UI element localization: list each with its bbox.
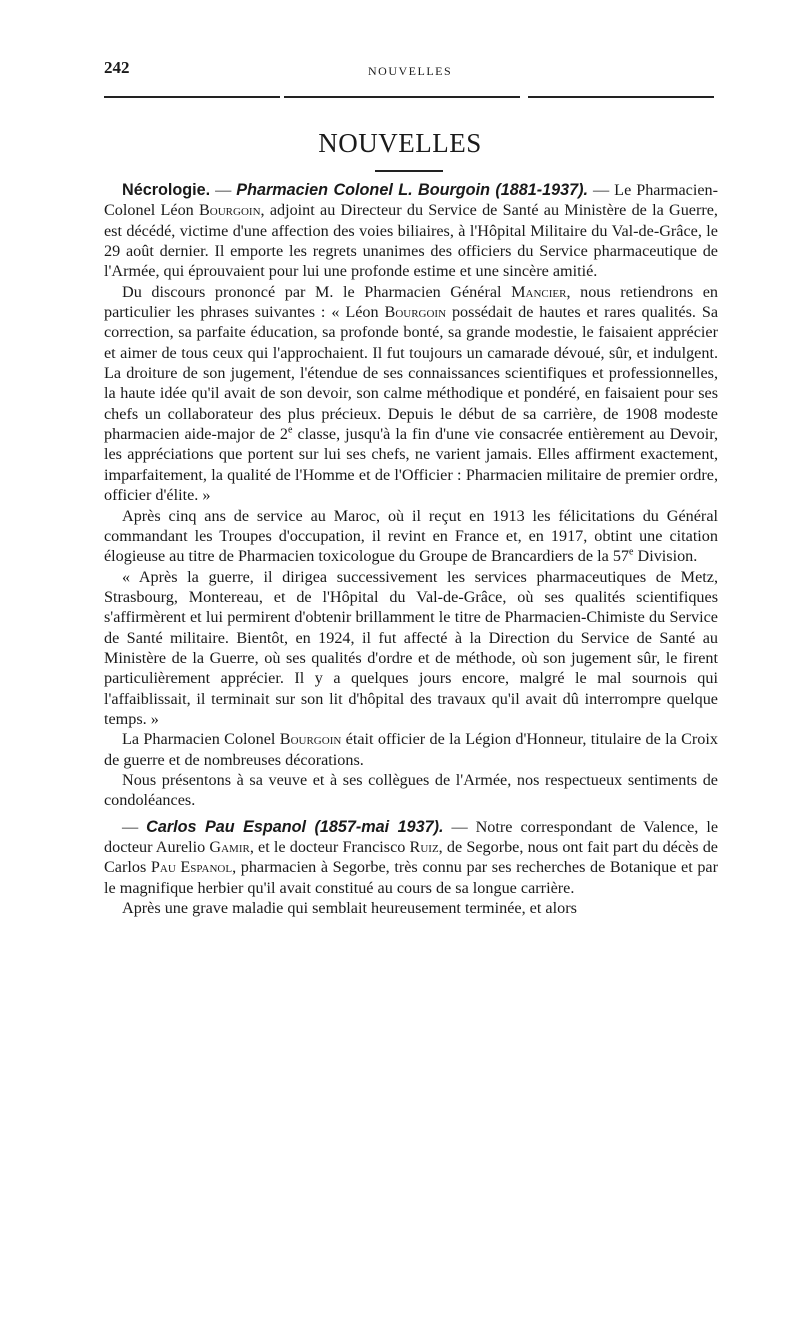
person-name: Bourgoin [384, 303, 447, 322]
paragraph-text: — Notre correspondant de Valence, le docteur Aurelio [104, 817, 719, 856]
paragraph-text: Division. [633, 547, 698, 566]
second-obituary-paragraph [104, 817, 718, 898]
speech-paragraph [104, 282, 718, 506]
condolences-paragraph: Nous présentons à sa veuve et à ses collègues de l'Armée, nos respectueux sentiments de condoléances. [104, 770, 718, 810]
header-rule [104, 96, 280, 98]
paragraph-text: , adjoint au Directeur du Service de Santé au Ministère de la Guerre, est décédé, victime d'une affection des voies biliaires, à l'Hôpital Militaire du Val-de-Grâce, le 29 août dernier. Il emporte les regrets unanimes des officiers du Service pharmaceutique de l'Armée, qui éprouvaient pour lui une profonde estime et une sincère amitié. [104, 201, 718, 281]
article-heading: Carlos Pau Espanol (1857-mai 1937). [146, 817, 444, 836]
paragraph-text: , de Segorbe, nous ont fait part du décès de Carlos [104, 838, 718, 877]
obituary-paragraph [104, 180, 718, 282]
rubric-label: Nécrologie. [122, 181, 211, 199]
page-number: 242 [104, 58, 130, 77]
article-heading: Pharmacien Colonel L. Bourgoin (1881-1937). [236, 181, 589, 199]
paragraph-text: possédait de hautes et rares qualités. Sa correction, sa parfaite éducation, sa profonde bonté, sa grande modestie, le faisaient apprécier et aimer de tous ceux qui l'approchaient. Il fut toujours un camarade dévoué, sûr, et indulgent. La droiture de son jugement, l'étendue de ses connaissances scientifiques et professionnelles, la haute idée qu'il avait de son devoir, son calme méthodique et pondéré, en faisaient pour ses chefs un collaborateur des plus précieux. Depuis le début de sa carrière, de 1908 modeste pharmacien aide-major de 2 [104, 303, 719, 444]
illness-paragraph: Après une grave maladie qui semblait heureusement terminée, et alors [122, 899, 577, 918]
header-rule [528, 96, 714, 98]
paragraph-text: Du discours prononcé par M. le Pharmacien Général [122, 282, 512, 301]
honors-paragraph [104, 729, 718, 770]
quote-paragraph: « Après la guerre, il dirigea successivement les services pharmaceutiques de Metz, Strasbourg, Montereau, et de l'Hôpital du Val-de-Grâce, où ses qualités scientifiques s'affirmèrent et lui permirent d'obtenir brillamment le titre de Pharmacien-Chimiste du Service de Santé militaire. Bientôt, en 1924, il fut affecté à la Direction du Service de Santé au Ministère de la Guerre, où ses qualités d'ordre et de méthode, où son jugement sûr, le firent particulièrement apprécier. Il y a quelques jours encore, malgré le mal sournois qui l'affaiblissait, il terminait sur son lit d'hôpital des travaux qu'il avait dû interrompre quelque temps. » [104, 567, 718, 728]
paragraph-text: La Pharmacien Colonel [122, 730, 280, 749]
person-name: Ruiz [409, 838, 439, 856]
heading-dash: — [122, 817, 147, 836]
person-name: Gamir [209, 838, 250, 856]
running-title: NOUVELLES [368, 64, 453, 78]
article-body [104, 180, 718, 918]
superscript: e [288, 424, 293, 436]
paragraph-text: classe, jusqu'à la fin d'une vie consacrée entièrement au Devoir, les appréciations que portent sur lui ses chefs, ne varient jamais. Elles affirment exactement, imparfaitement, la qualité de l'Homme et de l'Officier : Pharmacien militaire de premier ordre, officier d'élite. » [104, 425, 719, 505]
header-rule [284, 96, 520, 98]
person-name: Mancier [511, 282, 567, 301]
heading-dash: — [588, 181, 610, 199]
person-name: Pau Espanol [150, 858, 233, 877]
paragraph-text: , et le docteur Francisco [249, 838, 410, 856]
heading-dash: — [210, 181, 237, 199]
paragraph-text: , pharmacien à Segorbe, très connu par ses recherches de Botanique et par le magnifique herbier qu'il avait constitué au cours de sa longue carrière. [104, 858, 718, 897]
career-paragraph [104, 506, 718, 567]
person-name: Bourgoin [199, 201, 261, 220]
paragraph-text: Après cinq ans de service au Maroc, où il reçut en 1913 les félicitations du Général commandant les Troupes d'occupation, il revint en France et, en 1917, obtint une citation élogieuse au titre de Pharmacien toxicologue du Groupe de Brancardiers de la 57 [104, 506, 718, 566]
paragraph-text: était officier de la Légion d'Honneur, titulaire de la Croix de guerre et de nombreuses décorations. [104, 730, 718, 769]
section-title: NOUVELLES [318, 128, 482, 158]
paragraph-text: Le Pharmacien-Colonel Léon [104, 181, 719, 220]
superscript: e [629, 546, 634, 558]
paragraph-text: , nous retiendrons en particulier les phrases suivantes : « Léon [104, 282, 718, 322]
title-underline [375, 170, 443, 172]
person-name: Bourgoin [279, 730, 342, 749]
